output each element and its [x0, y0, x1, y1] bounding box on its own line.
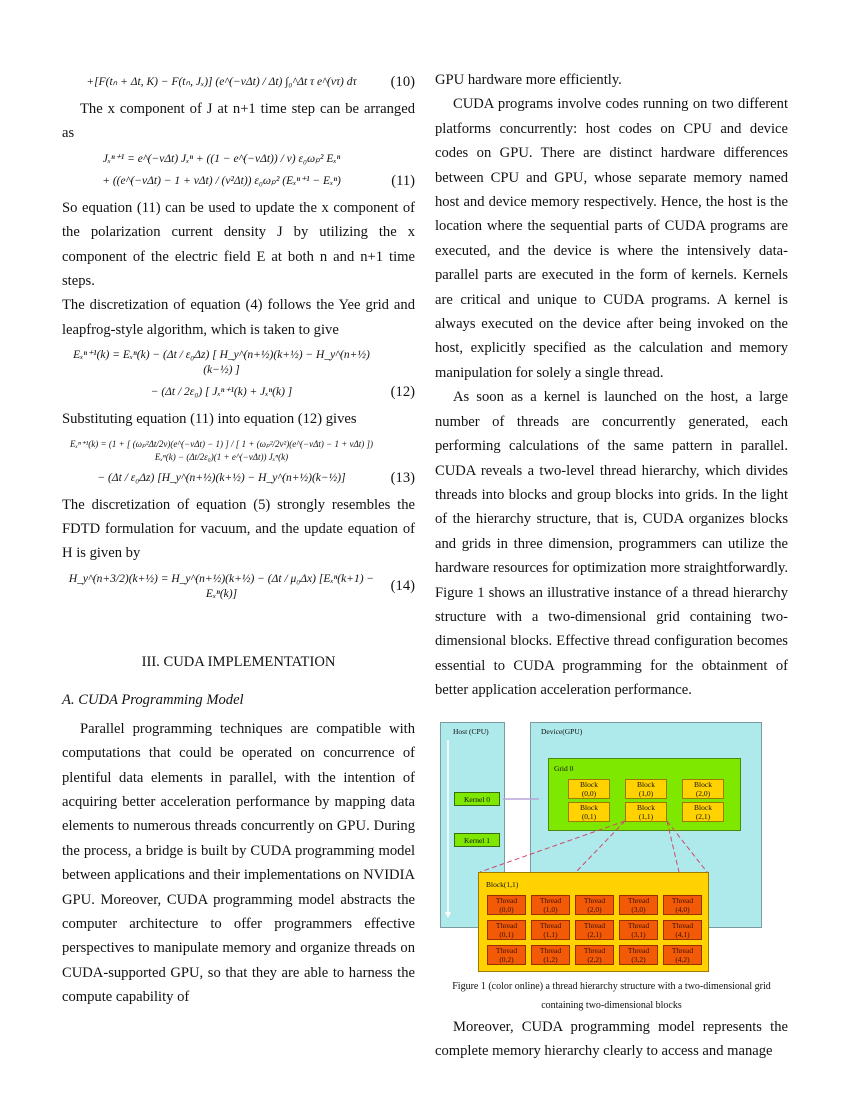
block-index: (1,0) [638, 789, 654, 799]
block-label: Block [637, 779, 655, 789]
thread-index: (1,1) [543, 930, 558, 940]
block-index: (1,1) [638, 812, 654, 822]
equation-13a: Eₓⁿ⁺¹(k) = (1 + [ (ωₚ²Δt/2ν)(e^(−νΔt) − 1) ] / [ 1 + (ωₚ²/2ν²)(e^(−νΔt) − 1 + νΔt) ]) Eₓⁿ(k) − (Δt/2ε₀)(1 + e^(−νΔt)) Jₓⁿ(k) [69, 438, 374, 462]
thread-index: (0,1) [499, 930, 514, 940]
thread-label: Thread [627, 945, 650, 955]
equation-row-11a [62, 152, 415, 167]
equation-number: (14) [390, 578, 415, 595]
block-index: (0,1) [581, 812, 597, 822]
figure-caption-cont: containing two-dimensional blocks [541, 999, 682, 1011]
device-label: Device(GPU) [541, 726, 583, 736]
paragraph: Parallel programming techniques are compatible with computations that could be operated on concurrence of plentiful data elements in parallel, with the intention of acquiring better acceleration performance by mapping data elements to numerous threads concurrently on GPU. During the process, a bridge is built by CUDA programming model between applications and their implementations on NVIDIA GPU. Moreover, CUDA programming model abstracts the computer architecture to offer programmers effective perspectives to manipulate memory and organize threads on CUDA-supported GPU, so that they are able to harness the compute capability of [62, 720, 415, 1006]
dash-line [576, 821, 625, 872]
host-label: Host (CPU) [453, 726, 489, 736]
paragraph: So equation (11) can be used to update the x component of the polarization current density J by utilizing the x component of the electric field E at both n and n+1 time steps. [62, 199, 415, 290]
thread-index: (4,1) [675, 930, 690, 940]
equation-14: H_y^(n+3/2)(k+½) = H_y^(n+½)(k+½) − (Δt / μ₀Δx) [Eₓⁿ(k+1) − Eₓⁿ(k)] [68, 572, 375, 600]
thread-label: Thread [671, 945, 694, 955]
figure-caption: Figure 1 (color online) a thread hierarchy structure with a two-dimensional grid [452, 980, 771, 992]
left-column [62, 68, 415, 1010]
equation-10: +[F(tₙ + Δt, K) − F(tₙ, Jₓ)] (e^(−νΔt) / Δt) ∫₀^Δt τ e^(ντ) dτ [86, 76, 357, 88]
equation-row-13b [62, 470, 415, 487]
thread-index: (2,2) [587, 955, 602, 965]
thread-label: Thread [539, 945, 562, 955]
equation-number: (12) [390, 384, 415, 401]
thread-index: (1,2) [543, 955, 558, 965]
paragraph: CUDA programs involve codes running on two different platforms concurrently: host codes on CPU and device codes on GPU. There are distinct hardware differences between CPU and GPU, whose separate memory named host and device memory respectively. Hence, the host is the location where the sequential parts of CUDA programs are executed, and the device is where the intensively data-parallel parts are executed in the form of kernels. Kernels are critical and unique to CUDA programs. A kernel is always executed on the device after being invoked on the host, explicitly specified as the calculation and memory manipulation for solely a single thread. [435, 96, 788, 381]
thread-index: (4,2) [675, 955, 690, 965]
equation-row-13a [62, 438, 415, 464]
equation-number: (10) [390, 74, 415, 90]
right-column [435, 68, 788, 1063]
block-label: Block [694, 779, 712, 789]
block-label: Block [694, 802, 712, 812]
block-label: Block [580, 802, 598, 812]
thread-label: Thread [495, 920, 518, 930]
block-index: (2,0) [695, 789, 711, 799]
thread-label: Thread [627, 895, 650, 905]
equation-13b: − (Δt / ε₀Δz) [H_y^(n+½)(k+½) − H_y^(n+½)(k−½)] [97, 471, 346, 484]
equation-row-12b [62, 384, 415, 401]
thread-label: Thread [495, 895, 518, 905]
equation-12a: Eₓⁿ⁺¹(k) = Eₓⁿ(k) − (Δt / ε₀Δz) [ H_y^(n+½)(k+½) − H_y^(n+½)(k−½) ] [73, 349, 370, 377]
thread-index: (0,0) [499, 905, 514, 915]
block-index: (0,0) [581, 789, 597, 799]
thread-index: (3,2) [631, 955, 646, 965]
thread-index: (2,1) [587, 930, 602, 940]
equation-11a: Jₓⁿ⁺¹ = e^(−νΔt) Jₓⁿ + ((1 − e^(−νΔt)) / ν) ε₀ωₚ² Eₓⁿ [102, 152, 341, 165]
paragraph: The x component of J at n+1 time step can be arranged as [62, 101, 415, 142]
section-heading: III. CUDA IMPLEMENTATION [141, 653, 336, 670]
thread-label: Thread [583, 895, 606, 905]
paragraph: Substituting equation (11) into equation (12) gives [62, 411, 357, 428]
equation-number: (13) [390, 469, 415, 486]
thread-index: (3,0) [631, 905, 646, 915]
subsection-heading: A. CUDA Programming Model [62, 692, 244, 709]
paragraph: GPU hardware more efficiently. [435, 72, 622, 88]
thread-label: Thread [583, 945, 606, 955]
kernel-0: Kernel 0 [454, 792, 500, 806]
dashed-lines [435, 715, 788, 977]
thread-index: (2,0) [587, 905, 602, 915]
equation-11b: + ((e^(−νΔt) − 1 + νΔt) / (ν²Δt)) ε₀ωₚ² (Eₓⁿ⁺¹ − Eₓⁿ) [102, 174, 341, 187]
paragraph: As soon as a kernel is launched on the host, a large number of threads are concurrently generated, each performing calculations of the same pattern in parallel. CUDA reveals a two-level thread hierarchy, which divides threads into blocks and group blocks into grids. In the light of the hierarchy structure, that is, CUDA organizes blocks and grids in three dimension, programmers can utilize the hardware resources for optimization more straightforwardly. Figure 1 shows an illustrative instance of a thread hierarchy structure with a two-dimensional grid containing two-dimensional blocks. Effective thread configuration becomes essential to CUDA programming for the obtainment of better application acceleration performance. [435, 389, 788, 699]
block-detail-label: Block(1,1) [486, 879, 519, 889]
thread-label: Thread [583, 920, 606, 930]
grid-label: Grid 0 [554, 763, 574, 773]
block-index: (2,1) [695, 812, 711, 822]
block-label: Block [580, 779, 598, 789]
thread-index: (4,0) [675, 905, 690, 915]
figure-thread-hierarchy [435, 715, 788, 977]
kernel-1: Kernel 1 [454, 833, 500, 847]
paragraph: Moreover, CUDA programming model represents the complete memory hierarchy clearly to access and manage [435, 1018, 788, 1059]
paragraph: The discretization of equation (5) strongly resembles the FDTD formulation for vacuum, and the update equation of H is given by [62, 496, 415, 562]
thread-index: (0,2) [499, 955, 514, 965]
thread-index: (1,0) [543, 905, 558, 915]
thread-label: Thread [671, 920, 694, 930]
paragraph: The discretization of equation (4) follows the Yee grid and leapfrog-style algorithm, which is taken to give [62, 297, 415, 338]
thread-label: Thread [539, 895, 562, 905]
equation-row-14 [62, 572, 415, 602]
thread-label: Thread [495, 945, 518, 955]
thread-label: Thread [671, 895, 694, 905]
equation-row-11b [62, 173, 415, 190]
thread-label: Thread [627, 920, 650, 930]
thread-label: Thread [539, 920, 562, 930]
equation-12b: − (Δt / 2ε₀) [ Jₓⁿ⁺¹(k) + Jₓⁿ(k) ] [150, 386, 293, 399]
equation-row-10 [62, 74, 415, 91]
thread-index: (3,1) [631, 930, 646, 940]
equation-number: (11) [391, 172, 415, 189]
block-label: Block [637, 802, 655, 812]
equation-row-12a [62, 348, 415, 378]
dash-line [480, 821, 625, 872]
